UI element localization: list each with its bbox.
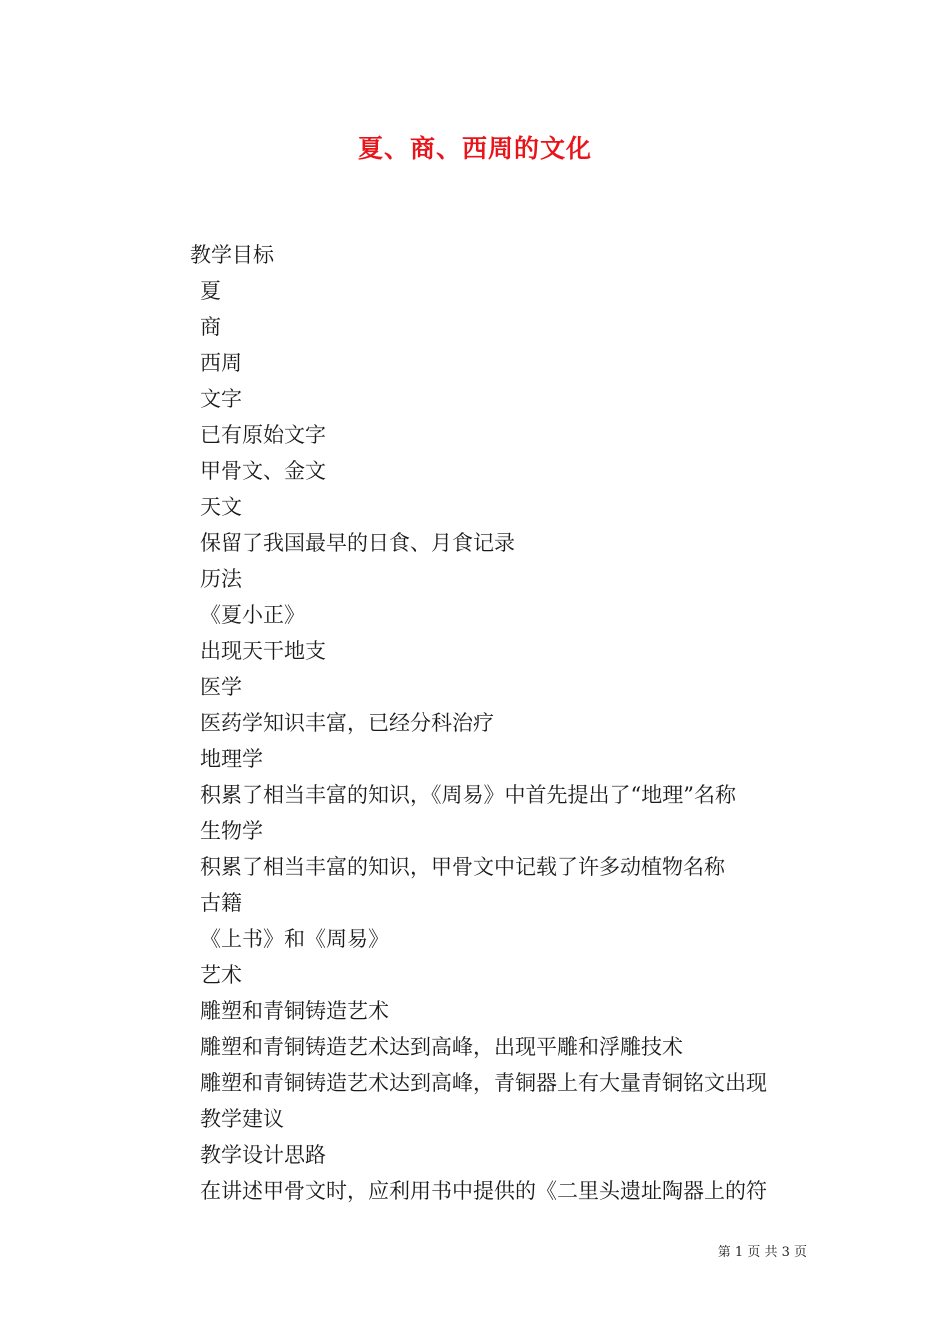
content-line: 在讲述甲骨文时，应利用书中提供的《二里头遗址陶器上的符 bbox=[200, 1179, 767, 1203]
content-line: 雕塑和青铜铸造艺术达到高峰，青铜器上有大量青铜铭文出现 bbox=[200, 1071, 767, 1095]
content-line: 历法 bbox=[200, 567, 242, 591]
content-line: 积累了相当丰富的知识，甲骨文中记载了许多动植物名称 bbox=[200, 855, 725, 879]
content-line: 出现天干地支 bbox=[200, 639, 326, 663]
content-line: 医药学知识丰富，已经分科治疗 bbox=[200, 711, 494, 735]
content-line: 教学设计思路 bbox=[200, 1143, 326, 1167]
content-line: 《夏小正》 bbox=[200, 603, 305, 627]
content-line: 艺术 bbox=[200, 963, 242, 987]
content-line: 西周 bbox=[200, 351, 242, 375]
content-lines bbox=[200, 274, 820, 1210]
content-line: 雕塑和青铜铸造艺术达到高峰，出现平雕和浮雕技术 bbox=[200, 1035, 683, 1059]
content-line: 古籍 bbox=[200, 891, 242, 915]
content-line: 甲骨文、金文 bbox=[200, 459, 326, 483]
content-line: 医学 bbox=[200, 675, 242, 699]
page-number-footer: 第 1 页 共 3 页 bbox=[717, 1245, 807, 1260]
content-line: 文字 bbox=[200, 387, 242, 411]
section-heading: 教学目标 bbox=[190, 243, 274, 267]
content-line: 保留了我国最早的日食、月食记录 bbox=[200, 531, 515, 555]
content-line: 地理学 bbox=[200, 747, 263, 771]
content-line: 生物学 bbox=[200, 819, 263, 843]
content-line: 天文 bbox=[200, 495, 242, 519]
content-line: 夏 bbox=[200, 279, 221, 303]
content-line: 已有原始文字 bbox=[200, 423, 326, 447]
content-line: 积累了相当丰富的知识，《周易》中首先提出了“地理”名称 bbox=[200, 783, 736, 807]
content-line: 《上书》和《周易》 bbox=[200, 927, 389, 951]
content-line: 商 bbox=[200, 315, 221, 339]
content-line: 雕塑和青铜铸造艺术 bbox=[200, 999, 389, 1023]
content-line: 教学建议 bbox=[200, 1107, 284, 1131]
document-title: 夏、商、西周的文化 bbox=[357, 134, 592, 163]
